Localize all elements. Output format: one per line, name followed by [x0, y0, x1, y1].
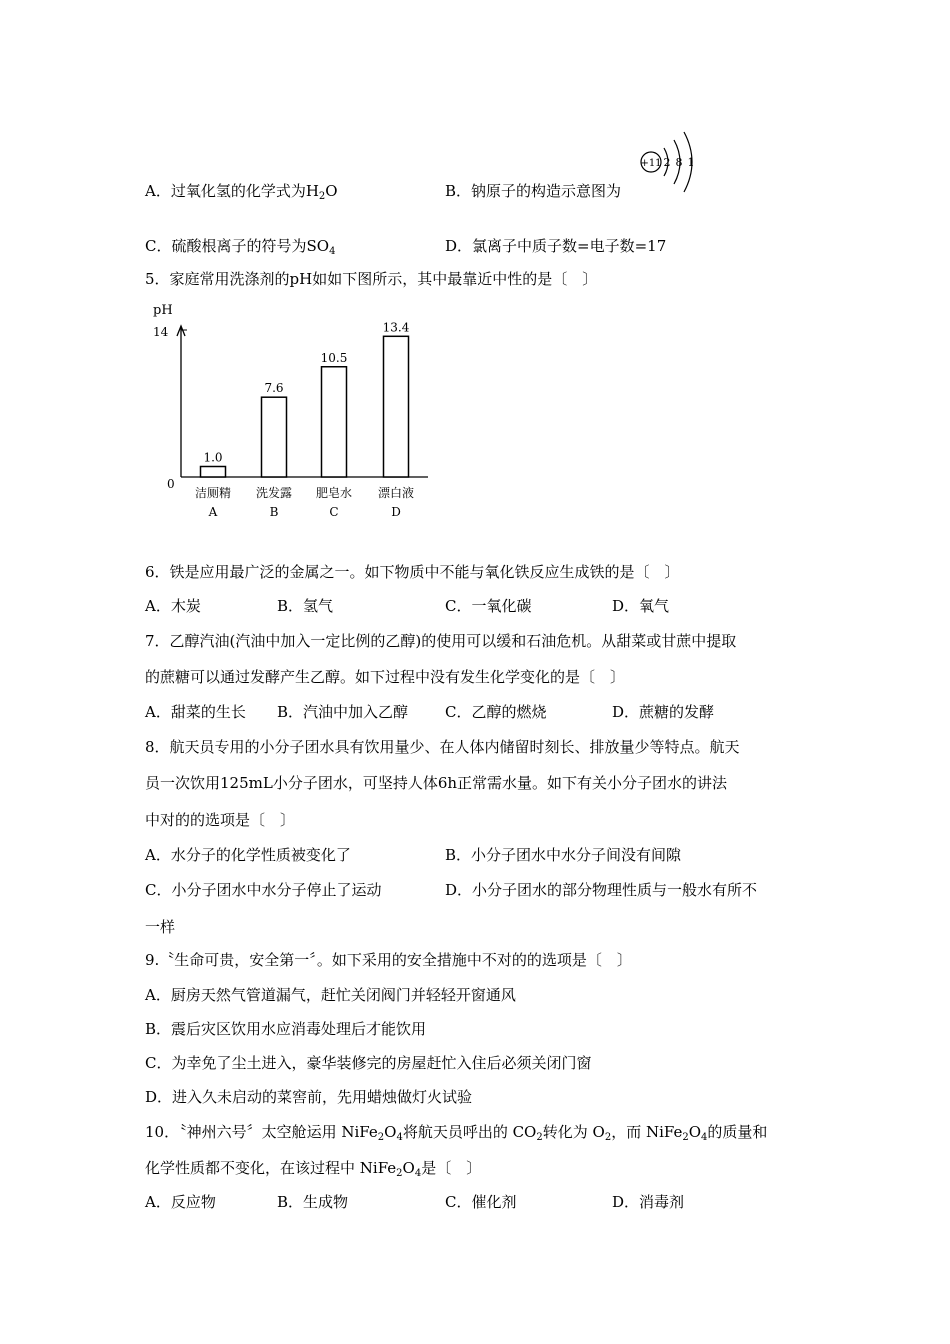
q8-option-b: B．小分子团水中水分子间没有间隙	[445, 846, 682, 864]
q4-option-a-text-end: O	[325, 182, 338, 200]
sodium-atom-diagram	[636, 126, 700, 198]
q10-line-1	[145, 1122, 767, 1142]
q8-option-c: C．小分子团水中水分子停止了运动	[145, 881, 382, 899]
q10-line2-text-b: O	[402, 1159, 415, 1177]
q6-option-c: C．一氧化碳	[445, 597, 532, 615]
shell-count-3: 1	[687, 156, 695, 169]
q7-line-1: 7．乙醇汽油(汽油中加入一定比例的乙醇)的使用可以缓和石油危机。从甜菜或甘蔗中提取	[145, 632, 737, 650]
q10-text-d: 转化为 O	[542, 1123, 605, 1141]
nucleus-charge: +11	[640, 158, 662, 169]
q7-option-b: B．汽油中加入乙醇	[277, 703, 409, 721]
y-axis-label: pH	[153, 303, 173, 318]
q8-line-3: 中对的的选项是〔 〕	[145, 811, 296, 829]
q10-sub-4: 2	[604, 1132, 612, 1143]
q10-text-e: ，而 NiFe	[611, 1123, 683, 1141]
q10-option-d: D．消毒剂	[612, 1193, 685, 1211]
q10-text-f: O	[688, 1123, 702, 1141]
category-label: 肥皂水	[315, 486, 353, 500]
q10-sub-1: 2	[377, 1132, 385, 1143]
category-label: 洁厕精	[194, 486, 232, 500]
q10-text-a: 10．〝神州六号〞太空舱运用 NiFe	[145, 1123, 378, 1141]
y-tick-label-zero: 0	[167, 477, 175, 491]
q10-text-b: O	[384, 1123, 397, 1141]
q7-line-2: 的蔗糖可以通过发酵产生乙醇。如下过程中没有发生化学变化的是〔 〕	[145, 668, 626, 686]
q6-stem: 6．铁是应用最广泛的金属之一。如下物质中不能与氧化铁反应生成铁的是〔 〕	[145, 563, 680, 581]
bar-a	[201, 467, 226, 478]
q7-option-a: A．甜菜的生长	[145, 703, 246, 721]
q10-option-a: A．反应物	[145, 1193, 216, 1211]
q9-option-b: B．震后灾区饮用水应消毒处理后才能饮用	[145, 1020, 427, 1038]
category-label: 洗发露	[255, 486, 293, 500]
bar-value-label: 10.5	[320, 350, 348, 365]
q9-stem: 9.〝生命可贵，安全第一〞。如下采用的安全措施中不对的的选项是〔 〕	[145, 951, 632, 969]
q4-option-a-text: A．过氧化氢的化学式为H	[145, 182, 319, 200]
q7-option-d: D．蔗糖的发酵	[612, 703, 715, 721]
q8-option-d: D．小分子团水的部分物理性质与一般水有所不	[445, 881, 758, 899]
q9-option-a: A．厨房天然气管道漏气，赶忙关闭阀门并轻轻开窗通风	[145, 986, 516, 1004]
q5-stem: 5．家庭常用洗涤剂的pH如如下图所示，其中最靠近中性的是〔 〕	[145, 270, 598, 288]
q10-line2-text-a: 化学性质都不变化，在该过程中 NiFe	[145, 1159, 397, 1177]
q10-line2-sub-1: 2	[396, 1168, 403, 1179]
q10-line2-sub-2: 4	[414, 1168, 422, 1179]
q10-option-c: C．催化剂	[445, 1193, 517, 1211]
q10-sub-3: 2	[536, 1132, 543, 1143]
q4-option-a-subscript: 2	[318, 191, 326, 202]
category-letter: A	[208, 505, 218, 519]
q10-text-c: 将航天员呼出的 CO	[402, 1123, 537, 1141]
y-tick-label-top: 14	[153, 325, 169, 339]
q10-option-b: B．生成物	[277, 1193, 349, 1211]
q6-option-a: A．木炭	[145, 597, 201, 615]
bar-value-label: 1.0	[203, 450, 223, 465]
bar-b	[262, 397, 287, 477]
q8-option-a: A．水分子的化学性质被变化了	[145, 846, 351, 864]
category-letter: D	[391, 505, 401, 519]
q10-line2-text-c: 是〔 〕	[421, 1159, 482, 1177]
q10-line-2	[145, 1158, 481, 1178]
q10-text-g: 的质量和	[707, 1123, 768, 1141]
category-letter: C	[329, 505, 339, 519]
q4-option-b: B．钠原子的构造示意图为	[445, 182, 622, 200]
q8-line-1: 8．航天员专用的小分子团水具有饮用量少、在人体内储留时刻长、排放量少等特点。航天	[145, 738, 740, 756]
q8-option-d-continued: 一样	[145, 918, 176, 936]
q10-sub-6: 4	[701, 1132, 708, 1143]
category-letter: B	[269, 505, 279, 519]
shell-count-1: 2	[663, 156, 671, 169]
bars-group	[195, 320, 414, 519]
q10-sub-5: 2	[682, 1132, 689, 1143]
category-label: 漂白液	[377, 486, 415, 500]
q4-option-c-text: C．硫酸根离子的符号为SO	[145, 237, 330, 255]
bar-value-label: 7.6	[264, 381, 284, 396]
q8-line-2: 员一次饮用125mL小分子团水，可坚持人体6h正常需水量。如下有关小分子团水的讲法	[145, 774, 728, 792]
bar-c	[322, 367, 347, 477]
q7-option-c: C．乙醇的燃烧	[445, 703, 547, 721]
q6-option-d: D．氧气	[612, 597, 670, 615]
q4-option-c	[145, 236, 335, 256]
q6-option-b: B．氢气	[277, 597, 334, 615]
q4-option-c-subscript: 4	[329, 246, 336, 257]
q10-sub-2: 4	[396, 1132, 403, 1143]
bar-d	[384, 336, 409, 477]
ph-bar-chart	[145, 298, 435, 530]
q4-option-a	[145, 181, 338, 201]
q4-option-d: D．氯离子中质子数=电子数=17	[445, 237, 667, 255]
bar-value-label: 13.4	[382, 320, 410, 335]
q9-option-d: D．进入久未启动的菜窖前，先用蜡烛做灯火试验	[145, 1088, 473, 1106]
shell-count-2: 8	[675, 156, 683, 169]
q9-option-c: C．为幸免了尘土进入，豪华装修完的房屋赶忙入住后必须关闭门窗	[145, 1054, 592, 1072]
